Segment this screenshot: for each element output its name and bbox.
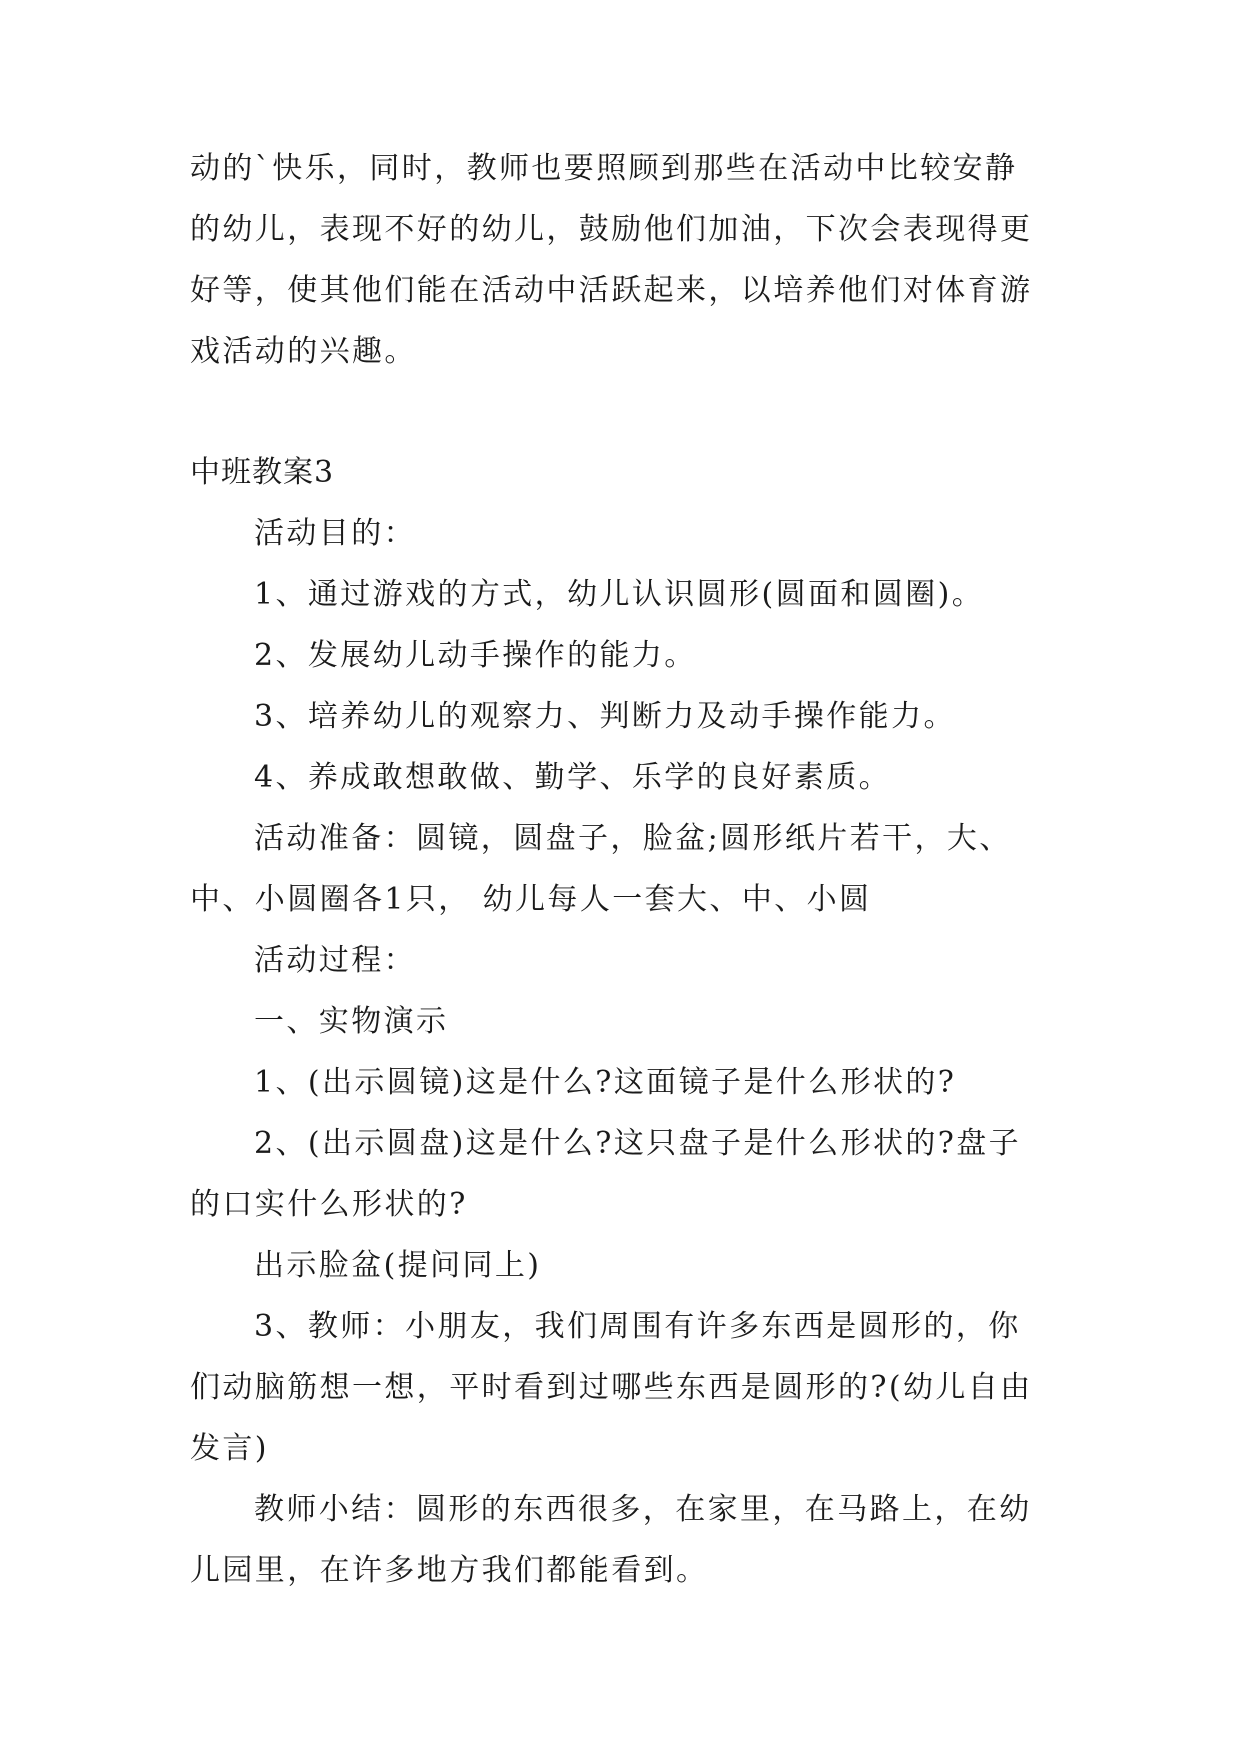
prep-text-line: 中、小圆圈各1只， 幼儿每人一套大、中、小圆	[190, 882, 872, 917]
summary-text-line: 儿园里，在许多地方我们都能看到。	[190, 1553, 709, 1588]
step-text-line: 的口实什么形状的?	[190, 1187, 468, 1222]
body-text-line: 好等，使其他们能在活动中活跃起来，以培养他们对体育游	[190, 273, 1033, 308]
goal-item: 4、养成敢想敢做、勤学、乐学的良好素质。	[254, 760, 892, 795]
step-text-line: 3、教师：小朋友，我们周围有许多东西是圆形的，你	[254, 1309, 1021, 1344]
step-text-line: 们动脑筋想一想，平时看到过哪些东西是圆形的?(幼儿自由	[190, 1370, 1033, 1405]
prep-text-line: 活动准备：圆镜，圆盘子，脸盆;圆形纸片若干，大、	[254, 821, 1012, 856]
body-text-line: 动的`快乐，同时，教师也要照顾到那些在活动中比较安静	[190, 151, 1018, 186]
section-heading: 中班教案3	[190, 455, 335, 490]
goal-item: 1、通过游戏的方式，幼儿认识圆形(圆面和圆圈)。	[254, 577, 985, 612]
subsection-heading: 一、实物演示	[254, 1004, 449, 1039]
goal-item: 2、发展幼儿动手操作的能力。	[254, 638, 697, 673]
step-text-line: 出示脸盆(提问同上)	[254, 1248, 542, 1283]
goals-heading: 活动目的：	[254, 516, 416, 551]
goal-item: 3、培养幼儿的观察力、判断力及动手操作能力。	[254, 699, 956, 734]
summary-text-line: 教师小结：圆形的东西很多，在家里，在马路上，在幼	[254, 1492, 1032, 1527]
process-heading: 活动过程：	[254, 943, 416, 978]
step-text-line: 2、(出示圆盘)这是什么?这只盘子是什么形状的?盘子	[254, 1126, 1022, 1161]
body-text-line: 的幼儿，表现不好的幼儿，鼓励他们加油，下次会表现得更	[190, 212, 1033, 247]
step-text-line: 1、(出示圆镜)这是什么?这面镜子是什么形状的?	[254, 1065, 957, 1100]
body-text-line: 戏活动的兴趣。	[190, 334, 417, 369]
step-text-line: 发言)	[190, 1431, 269, 1466]
